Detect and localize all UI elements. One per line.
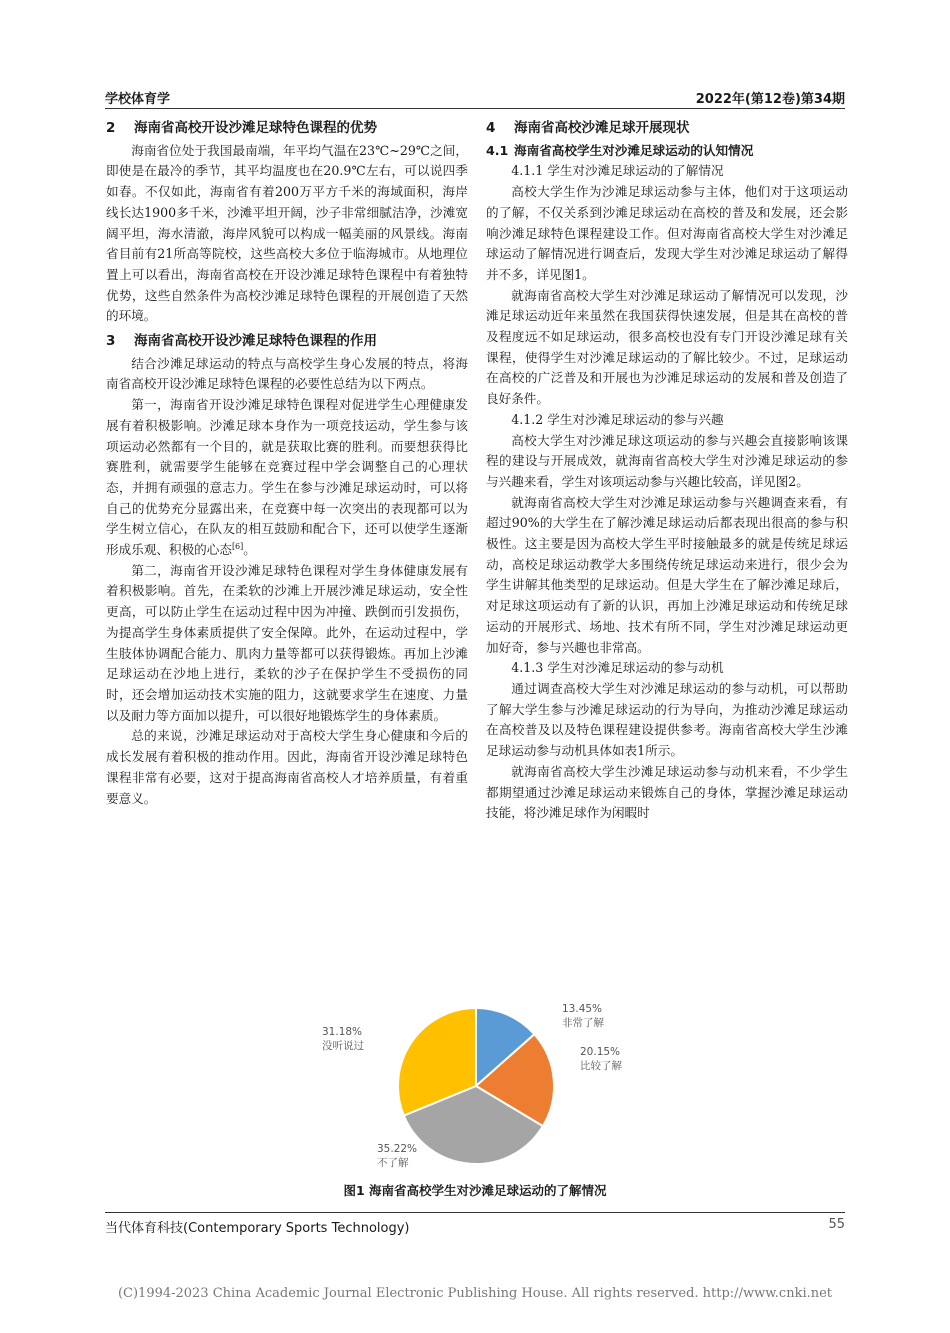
section-4-heading bbox=[486, 118, 848, 139]
section-2-heading bbox=[106, 118, 468, 139]
running-head bbox=[105, 88, 845, 109]
pie-category-label: 没听说过 bbox=[322, 1040, 364, 1052]
pie-chart-figure bbox=[290, 1000, 690, 1172]
pie-value-label: 31.18% bbox=[322, 1026, 363, 1038]
pie-category-label: 比较了解 bbox=[580, 1060, 622, 1072]
subsubsection-4-1-2: 4.1.2 学生对沙滩足球运动的参与兴趣 bbox=[511, 411, 724, 427]
paragraph-end: 。 bbox=[243, 542, 256, 558]
paragraph: 海南省位处于我国最南端，年平均气温在23℃~29℃之间，即使是在最冷的季节，其平均温度也在20.9℃左右，可以说四季如春。不仅如此，海南省有着200万平方千米的海域面积，海岸线长达1900多千米，沙滩平坦开阔，沙子非常细腻洁净，沙滩宽阔平坦，海水清澈，海岸风貌可以构成一幅美丽的风景线。海南省目前有21所高等院校，这些高校大多位于临海城市。从地理位置上可以看出，海南省高校在开设沙滩足球特色课程中有着独特优势，这些自然条件为高校沙滩足球特色课程的开展创造了天然的环境。 bbox=[106, 142, 468, 324]
pie-label-unfamiliar bbox=[377, 1142, 417, 1170]
section-3-heading bbox=[106, 331, 468, 352]
paragraph: 结合沙滩足球运动的特点与高校学生身心发展的特点，将海南省高校开设沙滩足球特色课程的必要性总结为以下两点。 bbox=[106, 355, 468, 392]
pie-category-label: 不了解 bbox=[377, 1157, 409, 1169]
left-column bbox=[106, 118, 468, 809]
pie-value-label: 35.22% bbox=[377, 1143, 418, 1155]
figure-caption: 图1 海南省高校学生对沙滩足球运动的了解情况 bbox=[343, 1183, 607, 1198]
paragraph: 就海南省高校大学生沙滩足球运动参与动机来看，不少学生都期望通过沙滩足球运动来锻炼自己的身体，掌握沙滩足球运动技能，将沙滩足球作为闲暇时 bbox=[486, 763, 848, 821]
subsubsection-4-1-3: 4.1.3 学生对沙滩足球运动的参与动机 bbox=[511, 660, 724, 676]
section-title: 海南省高校沙滩足球开展现状 bbox=[514, 120, 690, 136]
paragraph: 总的来说，沙滩足球运动对于高校大学生身心健康和今后的成长发展有着积极的推动作用。因此，海南省开设沙滩足球特色课程非常有必要，这对于提高海南省高校人才培养质量，有着重要意义。 bbox=[106, 728, 468, 806]
copyright-line: (C)1994-2023 China Academic Journal Electronic Publishing House. All rights reserved. http://www.cnki.net bbox=[117, 1286, 833, 1301]
paragraph: 高校大学生作为沙滩足球运动参与主体，他们对于这项运动的了解，不仅关系到沙滩足球运动在高校的普及和发展，还会影响沙滩足球特色课程建设工作。但对海南省高校大学生对沙滩足球运动了解情况进行调查后，发现大学生对沙滩足球运动了解得并不多，详见图1。 bbox=[486, 184, 848, 282]
right-column bbox=[486, 118, 848, 824]
page-number: 55 bbox=[828, 1217, 845, 1232]
subsubsection-4-1-1: 4.1.1 学生对沙滩足球运动的了解情况 bbox=[511, 163, 724, 179]
section-number: 2 bbox=[106, 120, 116, 136]
journal-name: 当代体育科技(Contemporary Sports Technology) bbox=[105, 1221, 410, 1236]
section-number: 4 bbox=[486, 120, 496, 136]
page-footer bbox=[105, 1212, 845, 1235]
pie-category-label: 非常了解 bbox=[562, 1017, 604, 1029]
subsection-title: 海南省高校学生对沙滩足球运动的认知情况 bbox=[514, 142, 754, 158]
issue-info: 2022年(第12卷)第34期 bbox=[695, 92, 845, 107]
paragraph: 第二，海南省开设沙滩足球特色课程对学生身体健康发展有着积极影响。首先，在柔软的沙滩上开展沙滩足球运动，安全性更高，可以防止学生在运动过程中因为冲撞、跌倒而引发损伤，为提高学生身体素质提供了安全保障。此外，在运动过程中，学生肢体协调配合能力、肌肉力量等都可以获得锻炼。再加上沙滩足球运动在沙地上进行，柔软的沙子在保护学生不受损伤的同时，还会增加运动技术实施的阻力，这就要求学生在速度、力量以及耐力等方面加以提升，可以很好地锻炼学生的身体素质。 bbox=[106, 562, 468, 723]
section-title: 海南省高校开设沙滩足球特色课程的优势 bbox=[134, 120, 377, 136]
paragraph-text: 第一，海南省开设沙滩足球特色课程对促进学生心理健康发展有着积极影响。沙滩足球本身作为一项竞技运动，学生参与该项运动必然都有一个目的，就是获取比赛的胜利。而要想获得比赛胜利，就需要学生能够在竞赛过程中学会调整自己的心理状态，并拥有顽强的意志力。学生在参与沙滩足球运动时，可以将自己的优势充分显露出来，在竞赛中每一次突出的表现都可以为学生树立信心，在队友的相互鼓励和配合下，还可以使学生逐渐形成乐观、积极的心态 bbox=[106, 397, 468, 558]
subsection-number: 4.1 bbox=[486, 142, 509, 158]
pie-value-label: 13.45% bbox=[562, 1003, 603, 1015]
pie-label-very-familiar bbox=[562, 1002, 604, 1030]
citation-ref: [6] bbox=[231, 541, 244, 551]
subsection-4-1-heading bbox=[486, 141, 848, 162]
paragraph: 就海南省高校大学生对沙滩足球运动参与兴趣调查来看，有超过90%的大学生在了解沙滩足球运动后都表现出很高的参与积极性。这主要是因为高校大学生平时接触最多的就是传统足球运动，高校足球运动教学大多围绕传统足球运动来进行，很少会为学生讲解其他类型的足球运动。但是大学生在了解沙滩足球后，对足球这项运动有了新的认识，再加上沙滩足球运动和传统足球运动的开展形式、场地、技术有所不同，学生对沙滩足球运动更加好奇，参与兴趣也非常高。 bbox=[486, 494, 848, 655]
pie-label-fairly-familiar bbox=[580, 1045, 622, 1073]
pie-value-label: 20.15% bbox=[580, 1046, 621, 1058]
paragraph: 就海南省高校大学生对沙滩足球运动了解情况可以发现，沙滩足球运动近年来虽然在我国获得快速发展，但是其在高校的普及程度远不如足球运动，很多高校也没有专门开设沙滩足球有关课程，使得学生对沙滩足球运动的了解比较少。不过，足球运动在高校的广泛普及和开展也为沙滩足球运动的发展和普及创造了良好条件。 bbox=[486, 287, 848, 407]
paragraph: 通过调查高校大学生对沙滩足球运动的参与动机，可以帮助了解大学生参与沙滩足球运动的行为导向，为推动沙滩足球运动在高校普及以及特色课程建设提供参考。海南省高校大学生沙滩足球运动参与动机具体如表1所示。 bbox=[486, 680, 848, 759]
section-number: 3 bbox=[106, 333, 116, 350]
pie-label-never-heard bbox=[322, 1025, 364, 1053]
section-title: 海南省高校开设沙滩足球特色课程的作用 bbox=[134, 333, 377, 350]
journal-section: 学校体育学 bbox=[105, 92, 171, 107]
paragraph bbox=[106, 395, 468, 561]
paragraph: 高校大学生对沙滩足球这项运动的参与兴趣会直接影响该课程的建设与开展成效，就海南省高校大学生对沙滩足球运动的参与兴趣来看，学生对该项运动参与兴趣比较高，详见图2。 bbox=[486, 432, 848, 489]
